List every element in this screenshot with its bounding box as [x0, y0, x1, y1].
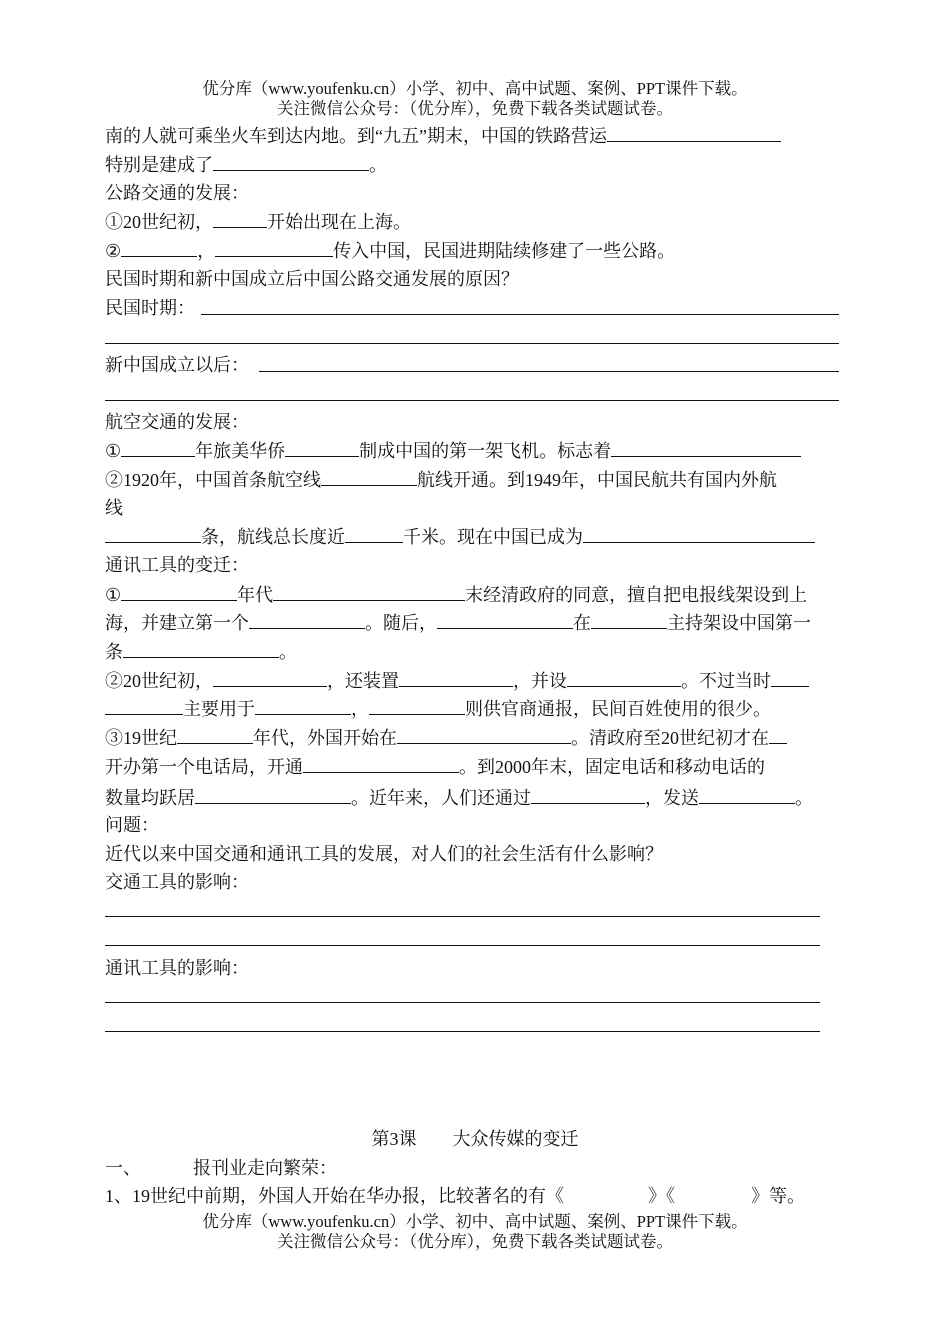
blank[interactable]	[345, 524, 403, 543]
telecom-item-1-line-3: 条 。	[105, 639, 297, 664]
footer-line-1: 优分库（www.youfenku.cn）小学、初中、高中试题、案例、PPT课件下载。	[202, 1212, 748, 1231]
question-text: 近代以来中国交通和通讯工具的发展，对人们的社会生活有什么影响？	[105, 844, 663, 864]
answer-line[interactable]	[259, 371, 839, 372]
blank[interactable]	[273, 582, 465, 601]
blank[interactable]	[213, 152, 369, 171]
road-item-2: ② ， 传入中国，民国进期陆续修建了一些公路。	[105, 238, 675, 263]
telecom-heading: 通讯工具的变迁：	[105, 555, 249, 575]
telecom-item-1: ① 年代 末经清政府的同意，擅自把电报线架设到上	[105, 582, 807, 607]
blank[interactable]	[105, 524, 201, 543]
blank[interactable]	[255, 696, 351, 715]
traffic-impact-label: 交通工具的影响：	[105, 872, 249, 892]
air-item-3: 条，航线总长度近 千米。现在中国已成为	[105, 524, 815, 549]
answer-line[interactable]	[105, 1002, 820, 1003]
road-question: 民国时期和新中国成立后中国公路交通发展的原因？	[105, 269, 519, 289]
blank[interactable]	[567, 668, 681, 687]
lesson-title: 第3课 大众传媒的变迁	[371, 1129, 579, 1149]
header-line-1: 优分库（www.youfenku.cn）小学、初中、高中试题、案例、PPT课件下载。	[202, 79, 748, 98]
blank[interactable]	[249, 610, 365, 629]
blank[interactable]	[121, 582, 237, 601]
blank[interactable]	[123, 639, 279, 658]
blank[interactable]	[591, 610, 667, 629]
blank[interactable]	[699, 785, 795, 804]
air-heading: 航空交通的发展：	[105, 412, 249, 432]
section-1-heading: 一、 报刊业走向繁荣：	[105, 1158, 337, 1178]
blank[interactable]	[285, 438, 359, 457]
blank[interactable]	[397, 725, 571, 744]
telecom-item-2-line-2: 主要用于 ， 则供官商通报，民间百姓使用的很少。	[105, 696, 771, 721]
blank[interactable]	[607, 123, 781, 142]
blank[interactable]	[121, 238, 197, 257]
blank[interactable]	[769, 725, 787, 744]
blank[interactable]	[105, 696, 183, 715]
answer-line[interactable]	[201, 314, 839, 315]
air-item-2: ②1920年，中国首条航空线 航线开通。到1949年，中国民航共有国内外航	[105, 467, 777, 492]
rail-line-2: 特别是建成了 。	[105, 152, 387, 177]
header-line-2: 关注微信公众号：（优分库），免费下载各类试题试卷。	[277, 99, 673, 118]
answer-line[interactable]	[105, 400, 839, 401]
telecom-item-1-line-2: 海，并建立第一个 。随后， 在 主持架设中国第一	[105, 610, 811, 635]
blank[interactable]	[771, 668, 809, 687]
blank[interactable]	[611, 438, 801, 457]
comm-impact-label: 通讯工具的影响：	[105, 958, 249, 978]
air-item-2-cont: 线	[105, 498, 123, 518]
blank[interactable]	[437, 610, 573, 629]
telecom-item-3: ③19世纪 年代，外国开始在 。清政府至20世纪初才在	[105, 725, 787, 750]
question-label: 问题：	[105, 815, 159, 835]
blank[interactable]	[213, 209, 267, 228]
blank[interactable]	[121, 438, 195, 457]
telecom-item-3-line-3: 数量均跃居 。近年来，人们还通过 ，发送 。	[105, 785, 813, 810]
blank[interactable]	[583, 524, 815, 543]
telecom-item-2: ②20世纪初， ，还装置 ，并设 。不过当时	[105, 668, 809, 693]
rail-line-1: 南的人就可乘坐火车到达内地。到“九五”期末，中国的铁路营运	[105, 123, 781, 148]
blank[interactable]	[531, 785, 645, 804]
telecom-item-3-line-2: 开办第一个电话局，开通 。到2000年末，固定电话和移动电话的	[105, 754, 765, 779]
road-xinzhongguo-label: 新中国成立以后：	[105, 355, 249, 375]
blank[interactable]	[303, 754, 459, 773]
question-1: 1、19世纪中前期，外国人开始在华办报，比较著名的有《 》《 》等。	[105, 1186, 805, 1206]
road-item-1: ①20世纪初， 开始出现在上海。	[105, 209, 411, 234]
road-minguo-label: 民国时期：	[105, 298, 195, 318]
answer-line[interactable]	[105, 945, 820, 946]
blank[interactable]	[213, 668, 327, 687]
blank[interactable]	[321, 467, 417, 486]
footer-line-2: 关注微信公众号：（优分库），免费下载各类试题试卷。	[277, 1232, 673, 1251]
air-item-1: ① 年旅美华侨 制成中国的第一架飞机。标志着	[105, 438, 801, 463]
answer-line[interactable]	[105, 916, 820, 917]
blank[interactable]	[195, 785, 351, 804]
blank[interactable]	[177, 725, 253, 744]
answer-line[interactable]	[105, 1031, 820, 1032]
blank[interactable]	[369, 696, 465, 715]
blank[interactable]	[215, 238, 333, 257]
blank[interactable]	[399, 668, 513, 687]
answer-line[interactable]	[105, 343, 839, 344]
road-heading: 公路交通的发展：	[105, 183, 249, 203]
